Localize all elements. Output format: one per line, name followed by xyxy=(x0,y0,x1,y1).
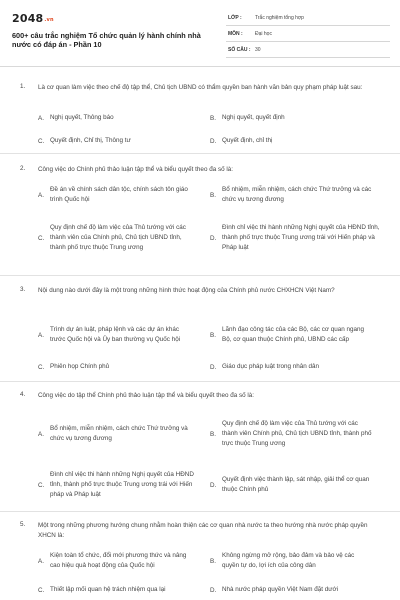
option-d[interactable] xyxy=(210,217,385,259)
option-text: Giáo dục pháp luật trong nhân dân xyxy=(222,363,319,370)
option-text: Nhà nước pháp quyền Việt Nam đặt dưới xyxy=(222,586,338,593)
meta-value: 30 xyxy=(255,47,261,53)
option-b[interactable] xyxy=(210,550,385,572)
option-letter: A. xyxy=(38,430,44,438)
option-letter: D. xyxy=(210,481,217,489)
option-letter: B. xyxy=(210,557,216,565)
option-text: Quy định chế độ làm việc của Thủ tướng với các thành viên của Chính phủ, Chủ tịch UBND tỉnh, thành phố trực thuộc Trung ương xyxy=(50,224,186,251)
meta-row-count xyxy=(226,42,390,58)
question-separator xyxy=(0,511,400,512)
option-text: Kiện toàn tổ chức, đổi mới phương thức và nâng cao hiệu quả hoạt động của Quốc hội xyxy=(50,552,187,569)
question-text: Công việc do Chính phủ thảo luận tập thể và biểu quyết theo đa số là: xyxy=(38,166,233,173)
option-letter: A. xyxy=(38,191,44,199)
meta-label: LỚP : xyxy=(228,15,242,21)
meta-row-class xyxy=(226,10,390,26)
option-d[interactable] xyxy=(210,136,380,146)
option-letter: C. xyxy=(38,137,45,145)
meta-row-subject xyxy=(226,26,390,42)
option-text: Phiên họp Chính phủ xyxy=(50,363,110,370)
option-text: Thiết lập mối quan hệ trách nhiệm qua lại xyxy=(50,586,166,593)
option-letter: C. xyxy=(38,586,45,594)
option-letter: C. xyxy=(38,234,45,242)
option-a[interactable] xyxy=(38,113,198,123)
meta-label: SỐ CÂU : xyxy=(228,47,251,53)
option-letter: B. xyxy=(210,331,216,339)
question-text: Nội dung nào dưới đây là một trong những hình thức hoạt động của Chính phủ nước CHXHCN Việt Nam? xyxy=(38,287,335,294)
site-logo[interactable] xyxy=(12,12,54,25)
option-b[interactable] xyxy=(210,182,385,208)
option-b[interactable] xyxy=(210,413,385,455)
option-text: Quyết định, chỉ thị xyxy=(222,137,273,144)
option-letter: B. xyxy=(210,430,216,438)
option-text: Đình chỉ việc thi hành những Nghị quyết của HĐND tỉnh, thành phố trực thuộc Trung ương trái với Hiến pháp và Pháp luật xyxy=(222,224,380,251)
option-c[interactable] xyxy=(38,136,198,146)
option-letter: B. xyxy=(210,114,216,122)
question-number: 1. xyxy=(20,83,26,90)
meta-label: MÔN : xyxy=(228,31,243,37)
option-d[interactable] xyxy=(210,469,385,501)
option-text: Bổ nhiệm, miễn nhiệm, cách chức Thứ trưởng và các chức vụ tương đương xyxy=(222,186,372,203)
logo-suffix: .vn xyxy=(44,17,54,23)
option-b[interactable] xyxy=(210,113,380,123)
option-c[interactable] xyxy=(38,469,203,501)
question-number: 2. xyxy=(20,165,26,172)
option-letter: D. xyxy=(210,137,217,145)
question-number: 3. xyxy=(20,286,26,293)
question-number: 4. xyxy=(20,391,26,398)
option-a[interactable] xyxy=(38,317,203,353)
option-text: Quyết định việc thành lập, sát nhập, giải thể cơ quan thuộc Chính phủ xyxy=(222,476,370,493)
meta-table xyxy=(226,10,390,58)
question-text: Một trong những phương hướng chung nhằm hoàn thiện các cơ quan nhà nước ta theo hướng nhà nước pháp quyền XHCN là: xyxy=(38,522,368,539)
option-c[interactable] xyxy=(38,585,203,595)
question-number: 5. xyxy=(20,521,26,528)
option-letter: C. xyxy=(38,481,45,489)
option-text: Bổ nhiệm, miễn nhiệm, cách chức Thứ trưởng và chức vụ tương đương xyxy=(50,425,188,442)
option-letter: A. xyxy=(38,114,44,122)
option-letter: B. xyxy=(210,191,216,199)
option-d[interactable] xyxy=(210,362,385,372)
option-letter: D. xyxy=(210,586,217,594)
option-d[interactable] xyxy=(210,585,385,595)
option-text: Nghị quyết, Thông báo xyxy=(50,114,114,121)
meta-value: Đại học xyxy=(255,31,272,37)
option-letter: C. xyxy=(38,363,45,371)
option-text: Lãnh đạo công tác của các Bộ, các cơ quan ngang Bộ, cơ quan thuộc Chính phủ, UBND các cấp xyxy=(222,326,365,343)
option-letter: A. xyxy=(38,331,44,339)
option-b[interactable] xyxy=(210,317,385,353)
option-text: Trình dự án luật, pháp lệnh và các dự án khác trước Quốc hội và Ủy ban thường vụ Quốc hội xyxy=(50,326,181,343)
question-text: Công việc do tập thể Chính phủ thảo luận tập thể và biểu quyết theo đa số là: xyxy=(38,392,255,399)
question-separator xyxy=(0,153,400,154)
option-letter: D. xyxy=(210,234,217,242)
option-letter: D. xyxy=(210,363,217,371)
option-a[interactable] xyxy=(38,413,203,455)
question-text: Là cơ quan làm việc theo chế độ tập thể, Chủ tịch UBND có thẩm quyền ban hành văn bản quy phạm pháp luật sau: xyxy=(38,84,363,91)
option-text: Quy định chế độ làm việc của Thủ tướng với các thành viên Chính phủ, Chủ tịch UBND tỉnh, thành phố trực thuộc Trung ương xyxy=(222,420,372,447)
question-separator xyxy=(0,275,400,276)
option-text: Đề án về chính sách dân tộc, chính sách tôn giáo trình Quốc hội xyxy=(50,186,188,203)
option-text: Quyết định, Chỉ thị, Thông tư xyxy=(50,137,131,144)
header-divider xyxy=(0,66,400,67)
document-title: 600+ câu trắc nghiệm Tổ chức quản lý hành chính nhà nước có đáp án - Phần 10 xyxy=(12,31,201,50)
option-c[interactable] xyxy=(38,217,203,259)
option-text: Không ngừng mở rộng, bảo đảm và bảo vệ các quyền tự do, lợi ích của công dân xyxy=(222,552,355,569)
option-c[interactable] xyxy=(38,362,203,372)
option-text: Nghị quyết, quyết định xyxy=(222,114,285,121)
option-text: Đình chỉ việc thi hành những Nghị quyết của HĐND tỉnh, thành phố trực thuộc Trung ương trái với Hiến pháp và Pháp luật xyxy=(50,471,194,498)
document-header xyxy=(0,0,400,62)
meta-value: Trắc nghiệm tổng hợp xyxy=(255,15,304,21)
logo-text: 2048 xyxy=(12,12,44,25)
question-separator xyxy=(0,381,400,382)
option-letter: A. xyxy=(38,557,44,565)
option-a[interactable] xyxy=(38,550,203,572)
option-a[interactable] xyxy=(38,182,203,208)
